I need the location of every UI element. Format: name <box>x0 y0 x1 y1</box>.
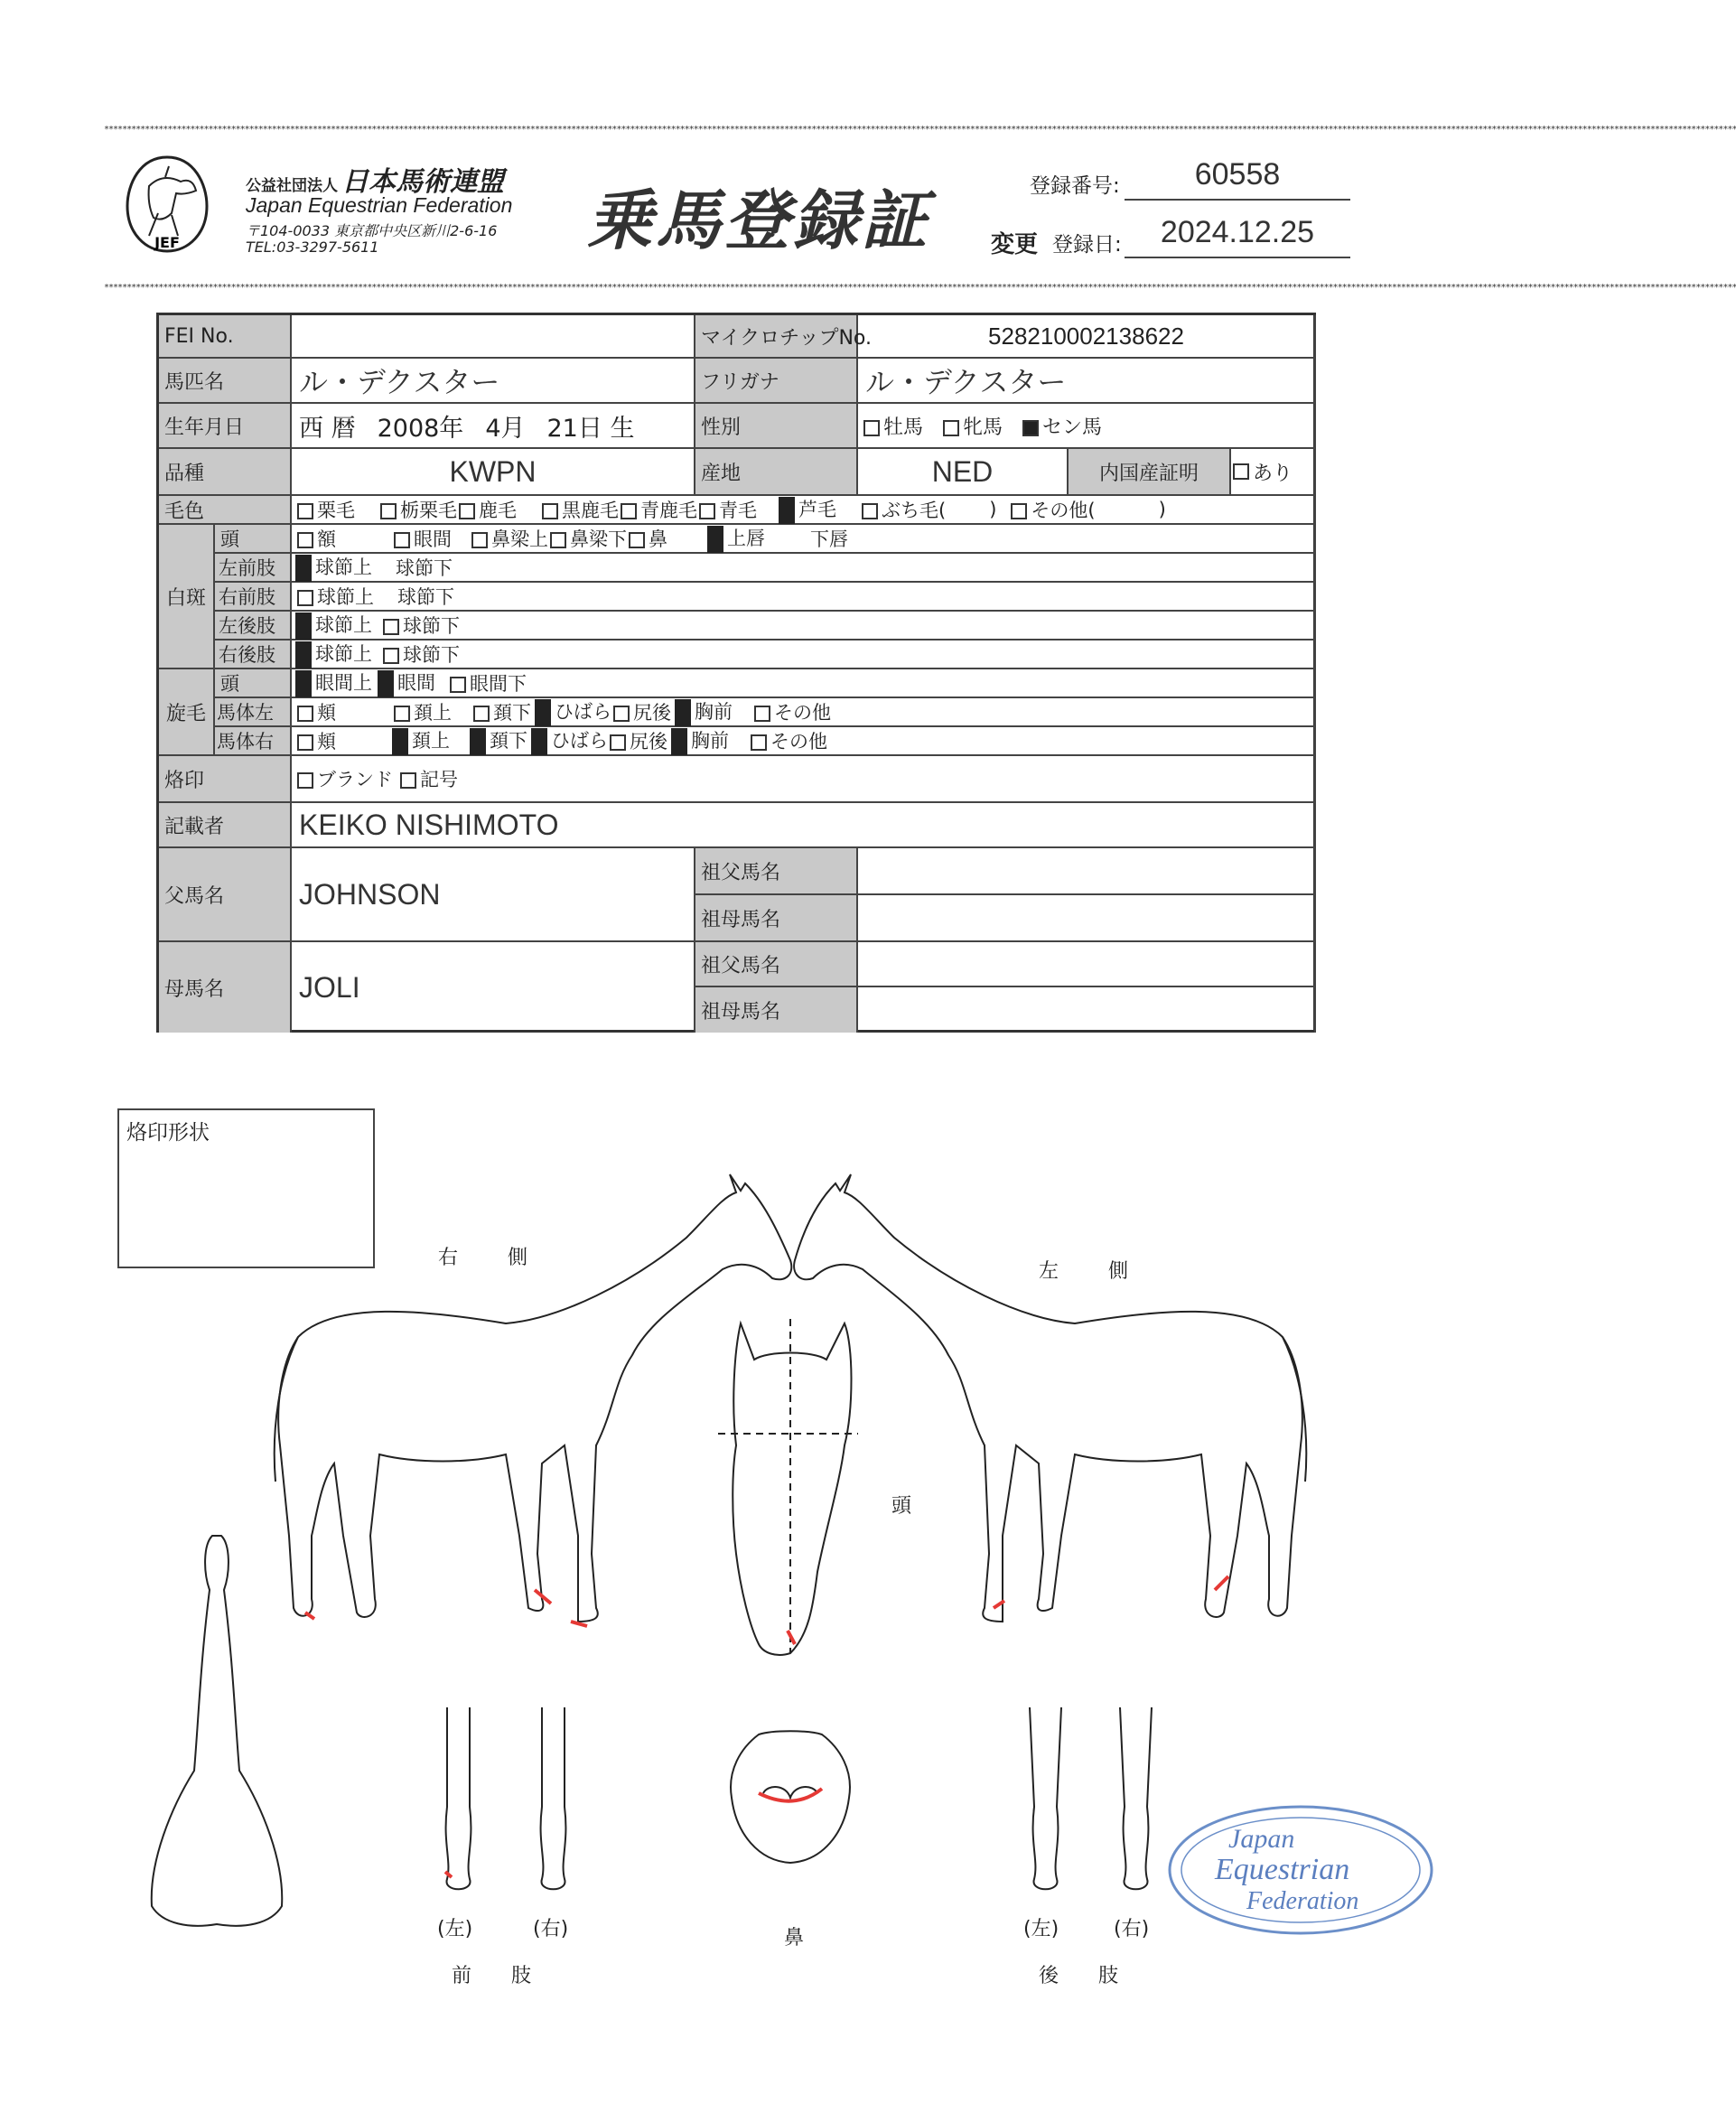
change-label: 変更 <box>991 231 1039 258</box>
whorls-left-items: 頬 頚上 頚下 ひばら 尻後 胸前 その他 <box>292 698 1316 727</box>
document-title: 乗馬登録証 <box>587 182 931 258</box>
domestic-option: あり <box>1231 449 1316 496</box>
markings-lh-items: 球節上 球節下 <box>292 612 1316 640</box>
left-side-label: 左 側 <box>1039 1260 1150 1283</box>
sire-granddam-label: 祖母馬名 <box>695 895 858 942</box>
right-side-horse <box>278 1174 791 1622</box>
origin-value: NED <box>858 449 1069 496</box>
logo-text: JEF <box>154 234 180 251</box>
hindleg-left-view <box>1030 1707 1061 1889</box>
fore-right-label: (右) <box>533 1918 569 1940</box>
org-address: 〒104-0033 東京都中央区新川2-6-16 TEL:03-3297-5611 <box>246 222 498 256</box>
furigana-value: ル・デクスター <box>858 359 1316 404</box>
birth-date: 西 暦 2008年 4月 21日 生 <box>292 404 695 449</box>
coat-label: 毛色 <box>159 496 292 525</box>
left-side-horse <box>794 1174 1302 1622</box>
horse-top-view <box>152 1536 282 1926</box>
head-label: 頭 <box>891 1495 912 1518</box>
whorls-part-head: 頭 <box>215 669 292 698</box>
sex-option-mare: 牝馬 <box>941 412 1003 440</box>
recorder-value: KEIKO NISHIMOTO <box>292 803 1316 848</box>
sex-option-stallion: 牡馬 <box>862 412 923 440</box>
brand-label: 烙印 <box>159 756 292 803</box>
head-front-view <box>733 1323 851 1655</box>
horse-name: ル・デクスター <box>292 359 695 404</box>
name-label: 馬匹名 <box>159 359 292 404</box>
whorls-part-left: 馬体左 <box>215 698 292 727</box>
breed-label: 品種 <box>159 449 292 496</box>
birth-label: 生年月日 <box>159 404 292 449</box>
sire-label: 父馬名 <box>159 848 292 942</box>
sex-label: 性別 <box>695 404 858 449</box>
brand-shape-label: 烙印形状 <box>126 1121 210 1145</box>
markings-lf-items: 球節上 球節下 <box>292 554 1316 583</box>
sire-grandsire-label: 祖父馬名 <box>695 848 858 895</box>
forelimb-label: 前 肢 <box>452 1965 532 1987</box>
org-name-jp: 公益社団法人 日本馬術連盟 <box>246 166 504 198</box>
markings-part-rh: 右後肢 <box>215 640 292 669</box>
reg-date-value: 2024.12.25 <box>1125 215 1350 258</box>
marking-fore-leg-view <box>445 1872 452 1877</box>
reg-no-label: 登録番号: <box>1030 174 1120 198</box>
origin-label: 産地 <box>695 449 858 496</box>
hindleg-right-view <box>1120 1707 1152 1889</box>
marking-nose-view <box>759 1789 822 1801</box>
coat-options: 栗毛 栃栗毛 鹿毛 黒鹿毛 青鹿毛 青毛 芦毛 ぶち毛( ) その他( ) <box>292 496 1316 525</box>
fei-label: FEI No. <box>159 315 292 359</box>
recorder-label: 記載者 <box>159 803 292 848</box>
whorls-label: 旋毛 <box>159 669 215 756</box>
breed-value: KWPN <box>292 449 695 496</box>
sex-option-gelding: セン馬 <box>1021 412 1102 440</box>
dam-label: 母馬名 <box>159 942 292 1033</box>
domestic-label: 内国産証明 <box>1069 449 1231 496</box>
svg-text:Equestrian: Equestrian <box>1215 1853 1350 1886</box>
white-markings <box>305 1576 1228 1877</box>
top-star-rule: ************************************************************************************************************************************************************************************************************************************************************************************************************************************************************************ <box>104 125 1736 135</box>
hind-left-label: (左) <box>1023 1918 1059 1940</box>
dam-value: JOLI <box>292 942 695 1033</box>
whorls-part-right: 馬体右 <box>215 727 292 756</box>
hindlimb-label: 後 肢 <box>1039 1965 1119 1987</box>
bottom-star-rule: ************************************************************************************************************************************************************************************************************************************************************************************************************************************************************************ <box>104 283 1736 293</box>
dam-granddam-label: 祖母馬名 <box>695 987 858 1033</box>
foreleg-left-view <box>446 1707 471 1889</box>
svg-text:Federation: Federation <box>1246 1887 1359 1915</box>
markings-part-rf: 右前肢 <box>215 583 292 612</box>
markings-head-items: 額 眼間 鼻梁上 鼻梁下 鼻 上唇 下唇 <box>292 525 1316 554</box>
markings-rf-items: 球節上 球節下 <box>292 583 1316 612</box>
microchip-value: 528210002138622 <box>858 315 1316 359</box>
sire-value: JOHNSON <box>292 848 695 942</box>
reg-no-value: 60558 <box>1125 157 1350 201</box>
svg-text:Japan: Japan <box>1228 1824 1295 1854</box>
markings-rh-items: 球節上 球節下 <box>292 640 1316 669</box>
reg-date-label: 登録日: <box>1052 233 1122 257</box>
nose-label: 鼻 <box>784 1927 805 1949</box>
right-side-label: 右 側 <box>438 1247 549 1269</box>
markings-part-lf: 左前肢 <box>215 554 292 583</box>
brand-options: ブランド 記号 <box>292 756 1316 803</box>
fore-left-label: (左) <box>437 1918 473 1940</box>
foreleg-right-view <box>541 1707 566 1889</box>
jef-stamp <box>1165 1802 1436 1938</box>
furigana-label: フリガナ <box>695 359 858 404</box>
dam-grandsire-label: 祖父馬名 <box>695 942 858 987</box>
whorls-right-items: 頬 頚上 頚下 ひばら 尻後 胸前 その他 <box>292 727 1316 756</box>
org-name-en: Japan Equestrian Federation <box>246 193 513 217</box>
markings-label: 白斑 <box>159 525 215 669</box>
whorls-head-items: 眼間上 眼間 眼間下 <box>292 669 1316 698</box>
marking-fore-left-2 <box>571 1622 587 1626</box>
hind-right-label: (右) <box>1114 1918 1150 1940</box>
marking-hind-left-2 <box>1215 1576 1228 1590</box>
microchip-label: マイクロチップNo. <box>695 315 858 359</box>
markings-part-head: 頭 <box>215 525 292 554</box>
markings-part-lh: 左後肢 <box>215 612 292 640</box>
